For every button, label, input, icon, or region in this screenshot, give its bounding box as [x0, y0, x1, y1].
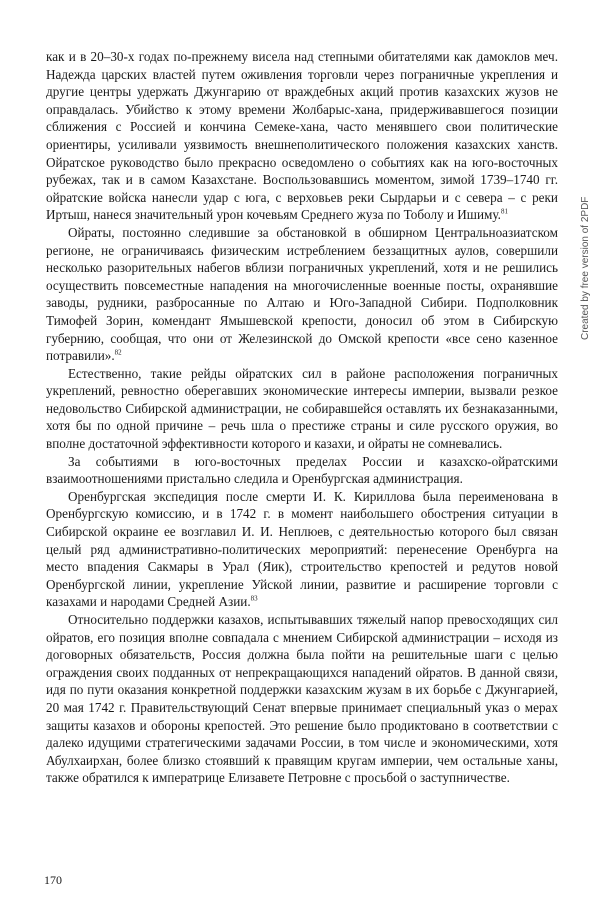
- page-number: 170: [44, 873, 62, 887]
- watermark-text: Created by free version of 2PDF: [580, 196, 591, 340]
- footnote-81: 81: [500, 207, 508, 216]
- paragraph-3: [46, 365, 558, 453]
- paragraph-6: [46, 611, 558, 787]
- paragraph-3-text: Естественно, такие рейды ойратских сил в районе расположения пограничных укреплений, ревностно оберегавших экономические интересы империи, вызвали резкое недовольство Сибирской администрации, не собиравшейся оставлять их безнаказанными, хотя бы по одной причине – речь шла о престиже страны и силе русского оружия, во вполне достаточной эффективности которого и казахи, и ойраты не сомневались.: [46, 365, 558, 452]
- footnote-82: 82: [114, 348, 122, 357]
- paragraph-4: [46, 453, 558, 488]
- paragraph-5-text: Оренбургская экспедиция после смерти И. К. Кириллова была переименована в Оренбургскую комиссию, и в 1742 г. в момент наибольшего обострения ситуации в Сибирской окраине ее возглавил И. И. Неплюев, с деятельностью которого был связан целый ряд административно-политических мероприятий: перенесение Оренбурга на место впадения Сакмары в Урал (Яик), строительство крепостей и редутов новой Оренбургской линии, укрепление Уйской линии, развитие и расширение торговли с казахами и народами Средней Азии.: [46, 488, 558, 610]
- paragraph-2-text: Ойраты, постоянно следившие за обстановкой в обширном Центральноазиатском регионе, не ограничиваясь физическим истреблением беззащитных аулов, совершили несколько разорительных набегов вблизи пограничных укреплений, хотя и не решились осуществить повсеместные нападения на многочисленные военные посты, охранявшие заводы, рудники, разбросанные по Алтаю и Юго-Западной Сибири. Подполковник Тимофей Зорин, комендант Ямышевской крепости, доносил об этом в Сибирскую губернию, сообщая, что они от Железинской до Омской крепости «все сено казенное потравили».: [46, 224, 558, 364]
- page-text: [46, 48, 558, 787]
- paragraph-4-text: За событиями в юго-восточных пределах России и казахско-ойратскими взаимоотношениями пристально следила и Оренбургская администрация.: [46, 453, 558, 487]
- paragraph-2: [46, 224, 558, 365]
- watermark: [580, 180, 594, 340]
- paragraph-1: [46, 48, 558, 224]
- paragraph-1-text: как и в 20–30-х годах по-прежнему висела над степными обитателями как дамоклов меч. Надежда царских властей путем оживления торговли через пограничные укрепления и другие центры удержать Джунгарию от враждебных акций против казахских жузов не оправдалась. Убийство к этому времени Жолбарыс-хана, придерживавшегося позиции сближения с Россией и кончина Семеке-хана, часто менявшего свои политические ориентиры, усиливали уязвимость внешнеполитического положения казахских ханств. Ойратское руководство было прекрасно осведомлено о событиях как на юго-восточных рубежах, так и в самом Казахстане. Воспользовавшись моментом, зимой 1739–1740 гг. ойратские войска нанесли удар с юга, с верховьев реки Сырдарьи и с севера – с реки Иртыш, нанеся значительный урон кочевьям Среднего жуза по Тоболу и Ишиму.: [46, 49, 558, 223]
- footnote-83: 83: [250, 595, 258, 604]
- paragraph-6-text: Относительно поддержки казахов, испытывавших тяжелый напор превосходящих сил ойратов, его позиция вполне совпадала с мнением Сибирской администрации – исходя из договорных обязательств, Россия должна была пойти на решительные шаги с целью ограждения своих подданных от непрекращающихся нападений ойратов. В данной связи, идя по пути оказания конкретной поддержки казахским жузам в их борьбе с Джунгарией, 20 мая 1742 г. Правительствующий Сенат впервые принимает специальный указ о мерах защиты казахов и обороны крепостей. Это решение было продиктовано в соответствии с далеко идущими стратегическими задачами России, в том числе и экономическими, хотя Абулхаирхан, более близко стоявший к правящим кругам империи, чем остальные ханы, также обратился к императрице Елизавете Петровне с просьбой о заступничестве.: [46, 612, 558, 786]
- paragraph-5: [46, 488, 558, 611]
